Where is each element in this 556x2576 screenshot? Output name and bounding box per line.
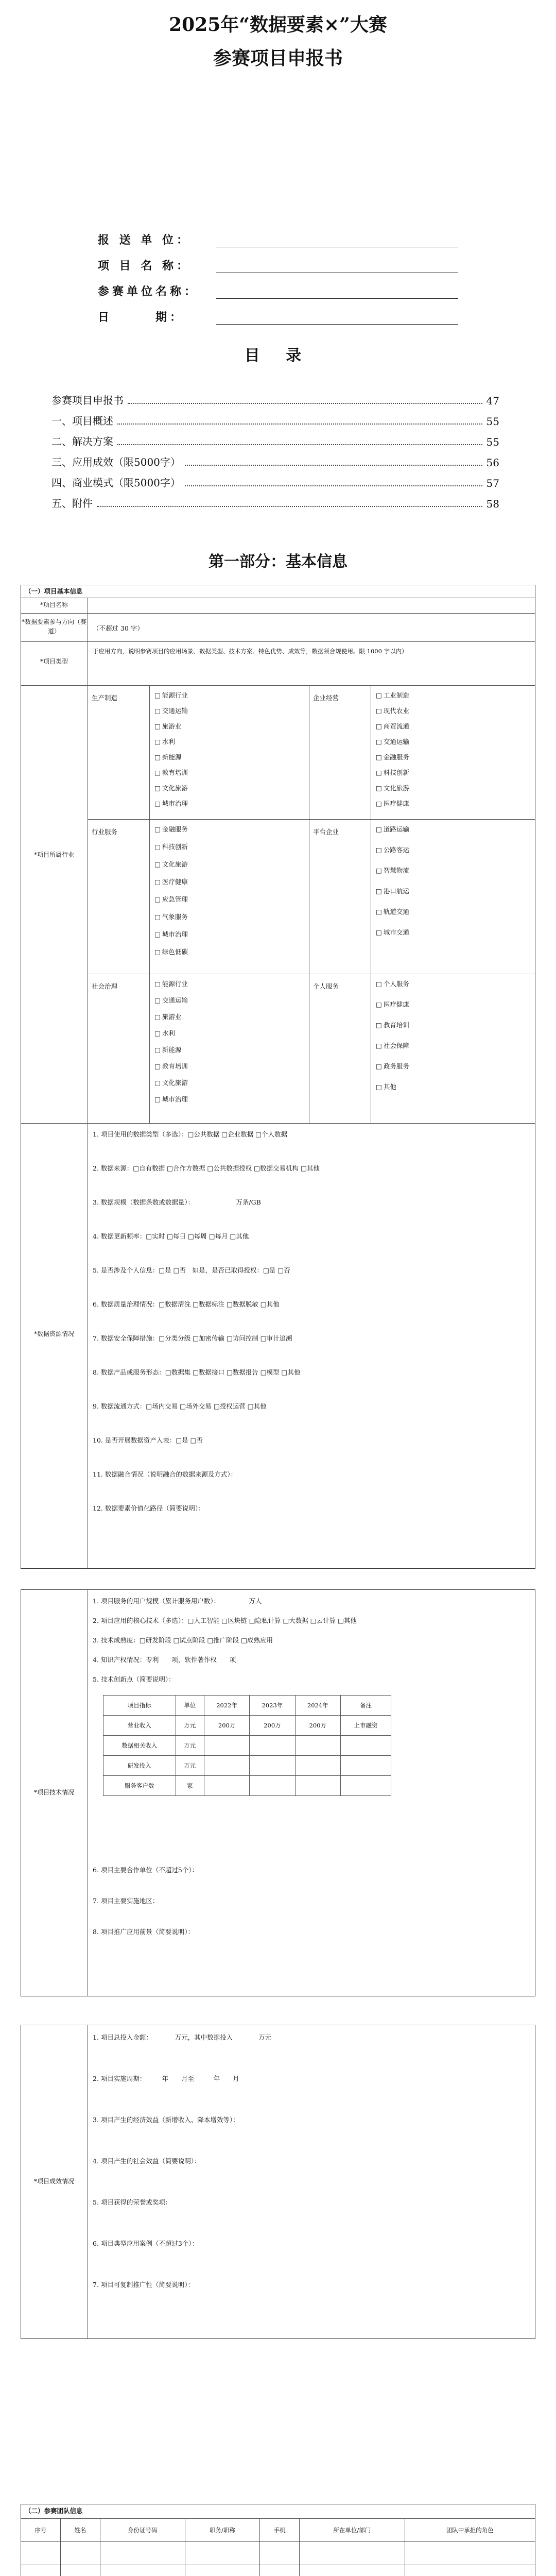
- table-header-cell: 所在单位/部门: [300, 2519, 405, 2542]
- table-cell[interactable]: 家: [176, 1776, 204, 1796]
- checkbox-option[interactable]: □ 城市治理: [154, 1094, 188, 1104]
- form-line: 5. 技术创新点（简要说明）：: [93, 1675, 175, 1683]
- table-cell[interactable]: 200万: [250, 1716, 295, 1736]
- checkbox-option[interactable]: □ 文化旅游: [376, 783, 409, 793]
- row-label: *项目名称: [40, 601, 68, 608]
- cover-field-label: 项 目 名 称：: [98, 259, 191, 273]
- table-header-cell: 团队中承担的角色: [405, 2519, 535, 2542]
- toc-leader: [117, 444, 482, 445]
- checkbox-option[interactable]: □ 个人服务: [376, 979, 409, 989]
- table-row: [103, 1716, 391, 1736]
- form-line: 4. 项目产生的社会效益（简要说明）：: [93, 2157, 201, 2165]
- table-cell[interactable]: [250, 1736, 295, 1756]
- checkbox-option[interactable]: □ 道路运输: [376, 824, 409, 834]
- document-subtitle: 参赛项目申报书: [213, 47, 343, 69]
- checkbox-option[interactable]: □ 绿色低碳: [154, 947, 188, 957]
- checkbox-option[interactable]: □ 旅游业: [154, 721, 181, 731]
- table-cell[interactable]: [340, 1776, 391, 1796]
- form-line: 8. 数据产品或服务形态：□数据集 □数据接口 □数据报告 □模型 □其他: [93, 1368, 301, 1376]
- cover-field-unit[interactable]: [98, 227, 458, 247]
- table-cell[interactable]: [405, 2565, 535, 2576]
- cover-field-label: 日 期：: [98, 311, 185, 324]
- form-line: 1. 项目服务的用户规模（累计服务用户数）： 万人: [93, 1597, 262, 1605]
- checkbox-option[interactable]: □ 水利: [154, 1028, 175, 1038]
- project-info-table: [21, 585, 535, 1569]
- form-line: 3. 数据规模（数据条数或数据量）： 万条/GB: [93, 1198, 261, 1206]
- table-header-cell: 备注: [340, 1696, 391, 1716]
- table-cell[interactable]: 上市融资: [340, 1716, 391, 1736]
- checkbox-option[interactable]: □ 能源行业: [154, 690, 188, 700]
- table-cell[interactable]: 万元: [176, 1736, 204, 1756]
- checkbox-option[interactable]: □ 新能源: [154, 752, 181, 762]
- table-cell[interactable]: 营业收入: [103, 1716, 176, 1736]
- table-row: [21, 2565, 535, 2576]
- checkbox-option[interactable]: □ 文化旅游: [154, 783, 188, 793]
- table-cell[interactable]: [21, 2565, 61, 2576]
- form-line: 3. 技术成熟度：□研发阶段 □试点阶段 □推广阶段 □成熟应用: [93, 1636, 273, 1644]
- cover-field-line[interactable]: [216, 259, 458, 273]
- toc-item-text: 二、解决方案: [51, 435, 113, 448]
- row-divider: [21, 1123, 535, 1124]
- cover-field-label: 参赛单位名称：: [98, 285, 199, 298]
- checkbox-option[interactable]: □ 公路客运: [376, 845, 409, 855]
- form-line: 4. 知识产权情况：专利 项，软件著作权 项: [93, 1656, 236, 1664]
- toc-item-text: 三、应用成效（限5000字）: [51, 456, 181, 468]
- form-line: 10. 是否开展数据资产入表：□是 □否: [93, 1436, 203, 1444]
- cover-field-line[interactable]: [216, 285, 458, 299]
- row-divider: [88, 819, 535, 820]
- checkbox-option[interactable]: □ 科技创新: [154, 842, 188, 852]
- toc-title: 目 录: [244, 347, 312, 365]
- form-line: 7. 项目主要实施地区：: [93, 1897, 159, 1905]
- form-line: 3. 项目产生的经济效益（新增收入、降本增效等）：: [93, 2116, 239, 2124]
- form-line: 2. 项目实施周期： 年 月至 年 月: [93, 2075, 239, 2082]
- table-cell[interactable]: [250, 1756, 295, 1776]
- checkbox-option[interactable]: □ 医疗健康: [376, 999, 409, 1009]
- table-row: [103, 1736, 391, 1756]
- toc-item[interactable]: [51, 495, 499, 510]
- table-row: [103, 1776, 391, 1796]
- checkbox-option[interactable]: □ 文化旅游: [154, 859, 188, 869]
- table-cell[interactable]: 200万: [295, 1716, 340, 1736]
- form-line: 2. 项目应用的核心技术（多选）：□人工智能 □区块链 □隐私计算 □大数据 □云计算 □其他: [93, 1617, 357, 1624]
- checkbox-option[interactable]: □ 交通运输: [154, 706, 188, 716]
- checkbox-option[interactable]: □ 商贸流通: [376, 721, 409, 731]
- description-hint: 于应用方向，说明参赛项目的应用场景、数据类型、技术方案、特色优势、成效等，数据须合规使用。限 1000 字以内）: [93, 648, 408, 655]
- cover-field-line[interactable]: [216, 233, 458, 247]
- form-line: 5. 是否涉及个人信息：□是 □否 如是，是否已取得授权：□是 □否: [93, 1266, 290, 1274]
- table-cell[interactable]: [300, 2542, 405, 2565]
- checkbox-option[interactable]: □ 城市交通: [376, 927, 409, 937]
- checkbox-option[interactable]: □ 政务服务: [376, 1061, 409, 1071]
- table-cell[interactable]: 研发投入: [103, 1756, 176, 1776]
- section-header: （一）项目基本信息: [25, 587, 83, 595]
- toc-item-text: 五、附件: [51, 497, 93, 510]
- table-cell[interactable]: [185, 2542, 260, 2565]
- table-cell[interactable]: [340, 1756, 391, 1776]
- checkbox-option[interactable]: □ 金融服务: [154, 824, 188, 834]
- table-cell[interactable]: [185, 2565, 260, 2576]
- form-line: 4. 数据更新频率：□实时 □每日 □每周 □每月 □其他: [93, 1232, 249, 1240]
- table-header-cell: 2024年: [295, 1696, 340, 1716]
- toc-leader: [97, 506, 482, 507]
- toc-item[interactable]: [51, 412, 499, 428]
- table-cell[interactable]: [100, 2542, 185, 2565]
- form-line: 7. 项目可复制推广性（简要说明）：: [93, 2281, 195, 2289]
- form-line: 6. 项目典型应用案例（不超过3个）：: [93, 2240, 199, 2247]
- table-cell[interactable]: [204, 1756, 249, 1776]
- cover-field-line[interactable]: [216, 311, 458, 325]
- toc-item[interactable]: [51, 453, 499, 469]
- table-header-cell: 职务/职称: [185, 2519, 260, 2542]
- table-header-cell: 序号: [21, 2519, 61, 2542]
- table-row: [103, 1756, 391, 1776]
- table-cell[interactable]: [21, 2542, 61, 2565]
- checkbox-option[interactable]: □ 城市治理: [154, 799, 188, 808]
- toc-item-text: 四、商业模式（限5000字）: [51, 477, 181, 489]
- form-line: 11. 数据融合情况（说明融合的数据来源及方式）：: [93, 1470, 237, 1478]
- form-line: 2. 数据来源：□自有数据 □合作方数据 □公共数据授权 □数据交易机构 □其他: [93, 1164, 320, 1172]
- industry-group-label: 社会治理: [92, 982, 118, 990]
- table-header-cell: 手机: [260, 2519, 300, 2542]
- table-header-cell: 身份证号码: [100, 2519, 185, 2542]
- form-line: 1. 项目使用的数据类型（多选）：□公共数据 □企业数据 □个人数据: [93, 1130, 288, 1138]
- checkbox-option[interactable]: □ 智慧物流: [376, 866, 409, 875]
- form-line: 6. 数据质量治理情况：□数据清洗 □数据标注 □数据脱敏 □其他: [93, 1300, 280, 1308]
- industry-group-label: 企业经营: [313, 694, 339, 702]
- cover-field-date[interactable]: [98, 304, 458, 325]
- checkbox-option[interactable]: □ 城市治理: [154, 929, 188, 939]
- form-line: 1. 项目总投入金额： 万元，其中数据投入 万元: [93, 2033, 272, 2041]
- checkbox-option[interactable]: □ 旅游业: [154, 1012, 181, 1022]
- table-cell[interactable]: [300, 2565, 405, 2576]
- checkbox-option[interactable]: □ 教育培训: [154, 1061, 188, 1071]
- checkbox-option[interactable]: □ 水利: [154, 737, 175, 747]
- row-label: *项目成效情况: [33, 2178, 74, 2185]
- checkbox-option[interactable]: □ 教育培训: [376, 1020, 409, 1030]
- hint-text: （不超过 30 字）: [93, 624, 144, 632]
- checkbox-option[interactable]: □ 能源行业: [154, 979, 188, 989]
- document-title: 2025年“数据要素×”大赛: [169, 14, 387, 36]
- toc-item-text: 参赛项目申报书: [51, 394, 124, 406]
- form-line: 9. 数据流通方式：□场内交易 □场外交易 □授权运营 □其他: [93, 1402, 267, 1410]
- toc-page: 58: [486, 498, 499, 510]
- toc-item[interactable]: [51, 474, 499, 489]
- table-cell[interactable]: [100, 2565, 185, 2576]
- table-cell[interactable]: [260, 2542, 300, 2565]
- effect-info-table: [21, 2025, 535, 2339]
- checkbox-option[interactable]: □ 交通运输: [376, 737, 409, 747]
- checkbox-option[interactable]: □ 教育培训: [154, 768, 188, 777]
- row-divider: [21, 641, 535, 642]
- form-line: 8. 项目推广应用前景（简要说明）：: [93, 1928, 195, 1936]
- toc-page: 55: [486, 415, 499, 428]
- checkbox-option[interactable]: □ 工业制造: [376, 690, 409, 700]
- checkbox-option[interactable]: □ 应急管理: [154, 894, 188, 904]
- form-line: 6. 项目主要合作单位（不超过5个）：: [93, 1866, 199, 1874]
- table-cell[interactable]: [260, 2565, 300, 2576]
- row-label: *项目所属行业: [33, 851, 74, 858]
- table-cell[interactable]: [60, 2565, 100, 2576]
- checkbox-option[interactable]: □ 轨道交通: [376, 907, 409, 917]
- table-cell[interactable]: [204, 1776, 249, 1796]
- table-header-cell: 项目指标: [103, 1696, 176, 1716]
- checkbox-option[interactable]: □ 金融服务: [376, 752, 409, 762]
- table-header-cell: 单位: [176, 1696, 204, 1716]
- cover-field-label: 报 送 单 位：: [98, 233, 191, 247]
- industry-group-label: 平台企业: [313, 828, 339, 836]
- table-cell[interactable]: [340, 1736, 391, 1756]
- toc-item[interactable]: [51, 433, 499, 448]
- checkbox-option[interactable]: □ 气象服务: [154, 912, 188, 922]
- industry-group-label: 个人服务: [313, 982, 339, 990]
- checkbox-option[interactable]: □ 新能源: [154, 1045, 181, 1055]
- row-label: *数据要素参与方向（赛道）: [22, 618, 87, 635]
- checkbox-option[interactable]: □ 港口航运: [376, 886, 409, 896]
- row-label: *项目类型: [40, 658, 68, 665]
- cover-field-org[interactable]: [98, 278, 458, 299]
- row-divider: [21, 685, 535, 686]
- table-header-cell: 2022年: [204, 1696, 249, 1716]
- checkbox-option[interactable]: □ 文化旅游: [154, 1078, 188, 1088]
- table-cell[interactable]: [405, 2542, 535, 2565]
- table-header-cell: 姓名: [60, 2519, 100, 2542]
- toc-page: 47: [486, 395, 499, 407]
- checkbox-option[interactable]: □ 医疗健康: [154, 877, 188, 887]
- checkbox-option[interactable]: □ 交通运输: [154, 995, 188, 1005]
- table-cell[interactable]: [60, 2542, 100, 2565]
- row-label: *项目技术情况: [33, 1789, 74, 1796]
- table-cell[interactable]: [295, 1776, 340, 1796]
- table-cell[interactable]: 服务客户数: [103, 1776, 176, 1796]
- row-divider: [21, 613, 535, 614]
- toc-item-text: 一、项目概述: [51, 415, 113, 427]
- toc-page: 56: [486, 456, 499, 469]
- tech-indicator-table: [103, 1695, 391, 1796]
- cover-field-project[interactable]: [98, 252, 458, 273]
- part-title: 第一部分：基本信息: [208, 553, 348, 571]
- table-cell[interactable]: [295, 1756, 340, 1776]
- form-line: 7. 数据安全保障措施：□分类分级 □加密传输 □访问控制 □审计追溯: [93, 1334, 292, 1342]
- checkbox-option[interactable]: □ 现代农业: [376, 706, 409, 716]
- table-row: [21, 2542, 535, 2565]
- team-member-table: [21, 2518, 535, 2576]
- toc-item[interactable]: [51, 392, 499, 407]
- toc-leader: [117, 423, 482, 425]
- form-line: 12. 数据要素价值化路径（简要说明）：: [93, 1504, 205, 1512]
- table-header-cell: 2023年: [250, 1696, 295, 1716]
- toc-leader: [185, 485, 482, 486]
- checkbox-option[interactable]: □ 其他: [376, 1082, 396, 1092]
- checkbox-option[interactable]: □ 医疗健康: [376, 799, 409, 808]
- toc-page: 55: [486, 436, 499, 448]
- table-cell[interactable]: 200万: [204, 1716, 249, 1736]
- row-label: *数据资源情况: [33, 1330, 74, 1337]
- table-cell[interactable]: [295, 1736, 340, 1756]
- column-divider: [149, 685, 150, 1123]
- table-cell[interactable]: 万元: [176, 1756, 204, 1776]
- toc-leader: [128, 403, 482, 404]
- table-cell[interactable]: 万元: [176, 1716, 204, 1736]
- table-cell[interactable]: 数据相关收入: [103, 1736, 176, 1756]
- checkbox-option[interactable]: □ 科技创新: [376, 768, 409, 777]
- industry-group-label: 行业服务: [92, 828, 118, 836]
- table-cell[interactable]: [204, 1736, 249, 1756]
- form-line: 5. 项目获得的荣誉或奖项：: [93, 2198, 172, 2206]
- toc-leader: [185, 465, 482, 466]
- checkbox-option[interactable]: □ 社会保障: [376, 1041, 409, 1050]
- section-header: （二）参赛团队信息: [25, 2507, 83, 2515]
- table-cell[interactable]: [250, 1776, 295, 1796]
- toc-page: 57: [486, 477, 499, 489]
- industry-group-label: 生产制造: [92, 694, 118, 702]
